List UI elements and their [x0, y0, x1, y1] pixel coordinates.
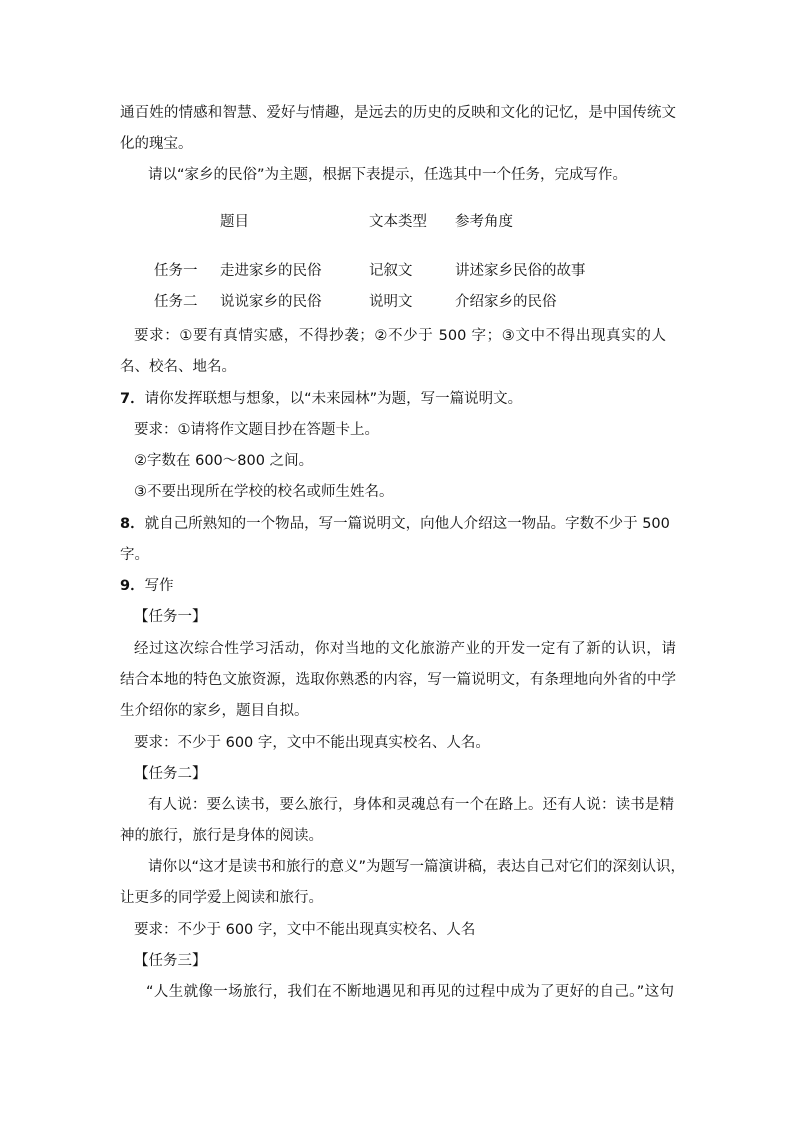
question-9-number: 9． — [120, 578, 145, 594]
task-2-line-3: 请你以“这才是读书和旅行的意义”为题写一篇演讲稿，表达自己对它们的深刻认识， — [148, 859, 686, 875]
table-header-type: 文本类型 — [369, 214, 427, 230]
table-cell-task1-type: 记叙文 — [369, 263, 413, 279]
q6-requirement-line-1: 要求：①要有真情实感，不得抄袭；②不少于 500 字；③文中不得出现真实的人 — [134, 328, 666, 344]
question-7 — [120, 389, 522, 409]
table-cell-task1-title: 走进家乡的民俗 — [220, 263, 322, 279]
table-cell-task1-angle: 讲述家乡民俗的故事 — [455, 263, 586, 279]
intro-line-2: 化的瑰宝。 — [120, 136, 193, 152]
task-2-label: 【任务二】 — [134, 766, 207, 782]
table-cell-task1: 任务一 — [154, 263, 198, 279]
intro-line-1: 通百姓的情感和智慧、爱好与情趣，是远去的历史的反映和文化的记忆，是中国传统文 — [120, 105, 676, 121]
q7-requirement-3: ③不要出现所在学校的校名或师生姓名。 — [134, 484, 394, 500]
task-1-line-3: 生介绍你的家乡，题目自拟。 — [120, 703, 309, 719]
q7-requirement-1: 要求：①请将作文题目抄在答题卡上。 — [134, 422, 379, 438]
task-1-line-2: 结合本地的特色文旅资源，选取你熟悉的内容，写一篇说明文，有条理地向外省的中学 — [120, 672, 676, 688]
question-8-number: 8． — [120, 516, 145, 532]
table-cell-task2-type: 说明文 — [369, 294, 413, 310]
table-cell-task2-title: 说说家乡的民俗 — [220, 294, 322, 310]
task-1-line-1: 经过这次综合性学习活动，你对当地的文化旅游产业的开发一定有了新的认识，请 — [134, 641, 676, 657]
question-8 — [120, 514, 670, 534]
task-3-line-1: “人生就像一场旅行，我们在不断地遇见和再见的过程中成为了更好的自己。”这句 — [146, 984, 674, 1000]
table-header-title: 题目 — [220, 214, 249, 230]
instruction-line: 请以“家乡的民俗”为主题，根据下表提示，任选其中一个任务，完成写作。 — [148, 167, 628, 183]
q7-requirement-2: ②字数在 600～800 之间。 — [134, 453, 314, 469]
task-2-line-2: 神的旅行，旅行是身体的阅读。 — [120, 828, 323, 844]
task-2-line-1: 有人说：要么读书，要么旅行，身体和灵魂总有一个在路上。还有人说：读书是精 — [148, 797, 674, 813]
question-8-line-2: 字。 — [120, 547, 149, 563]
task-2-line-4: 让更多的同学爱上阅读和旅行。 — [120, 890, 323, 906]
question-9 — [120, 576, 174, 596]
task-3-label: 【任务三】 — [134, 953, 207, 969]
question-7-text: 请你发挥联想与想象，以“未来园林”为题，写一篇说明文。 — [144, 391, 523, 407]
table-cell-task2-angle: 介绍家乡的民俗 — [455, 294, 557, 310]
question-8-text: 就自己所熟知的一个物品，写一篇说明文，向他人介绍这一物品。字数不少于 500 — [144, 516, 670, 532]
task-2-requirement: 要求：不少于 600 字，文中不能出现真实校名、人名 — [134, 922, 476, 938]
question-7-number: 7． — [120, 391, 145, 407]
task-1-label: 【任务一】 — [134, 609, 207, 625]
table-header-angle: 参考角度 — [455, 214, 513, 230]
task-1-requirement: 要求：不少于 600 字，文中不能出现真实校名、人名。 — [134, 735, 490, 751]
table-cell-task2: 任务二 — [154, 294, 198, 310]
q6-requirement-line-2: 名、校名、地名。 — [120, 359, 236, 375]
question-9-title: 写作 — [144, 578, 174, 594]
